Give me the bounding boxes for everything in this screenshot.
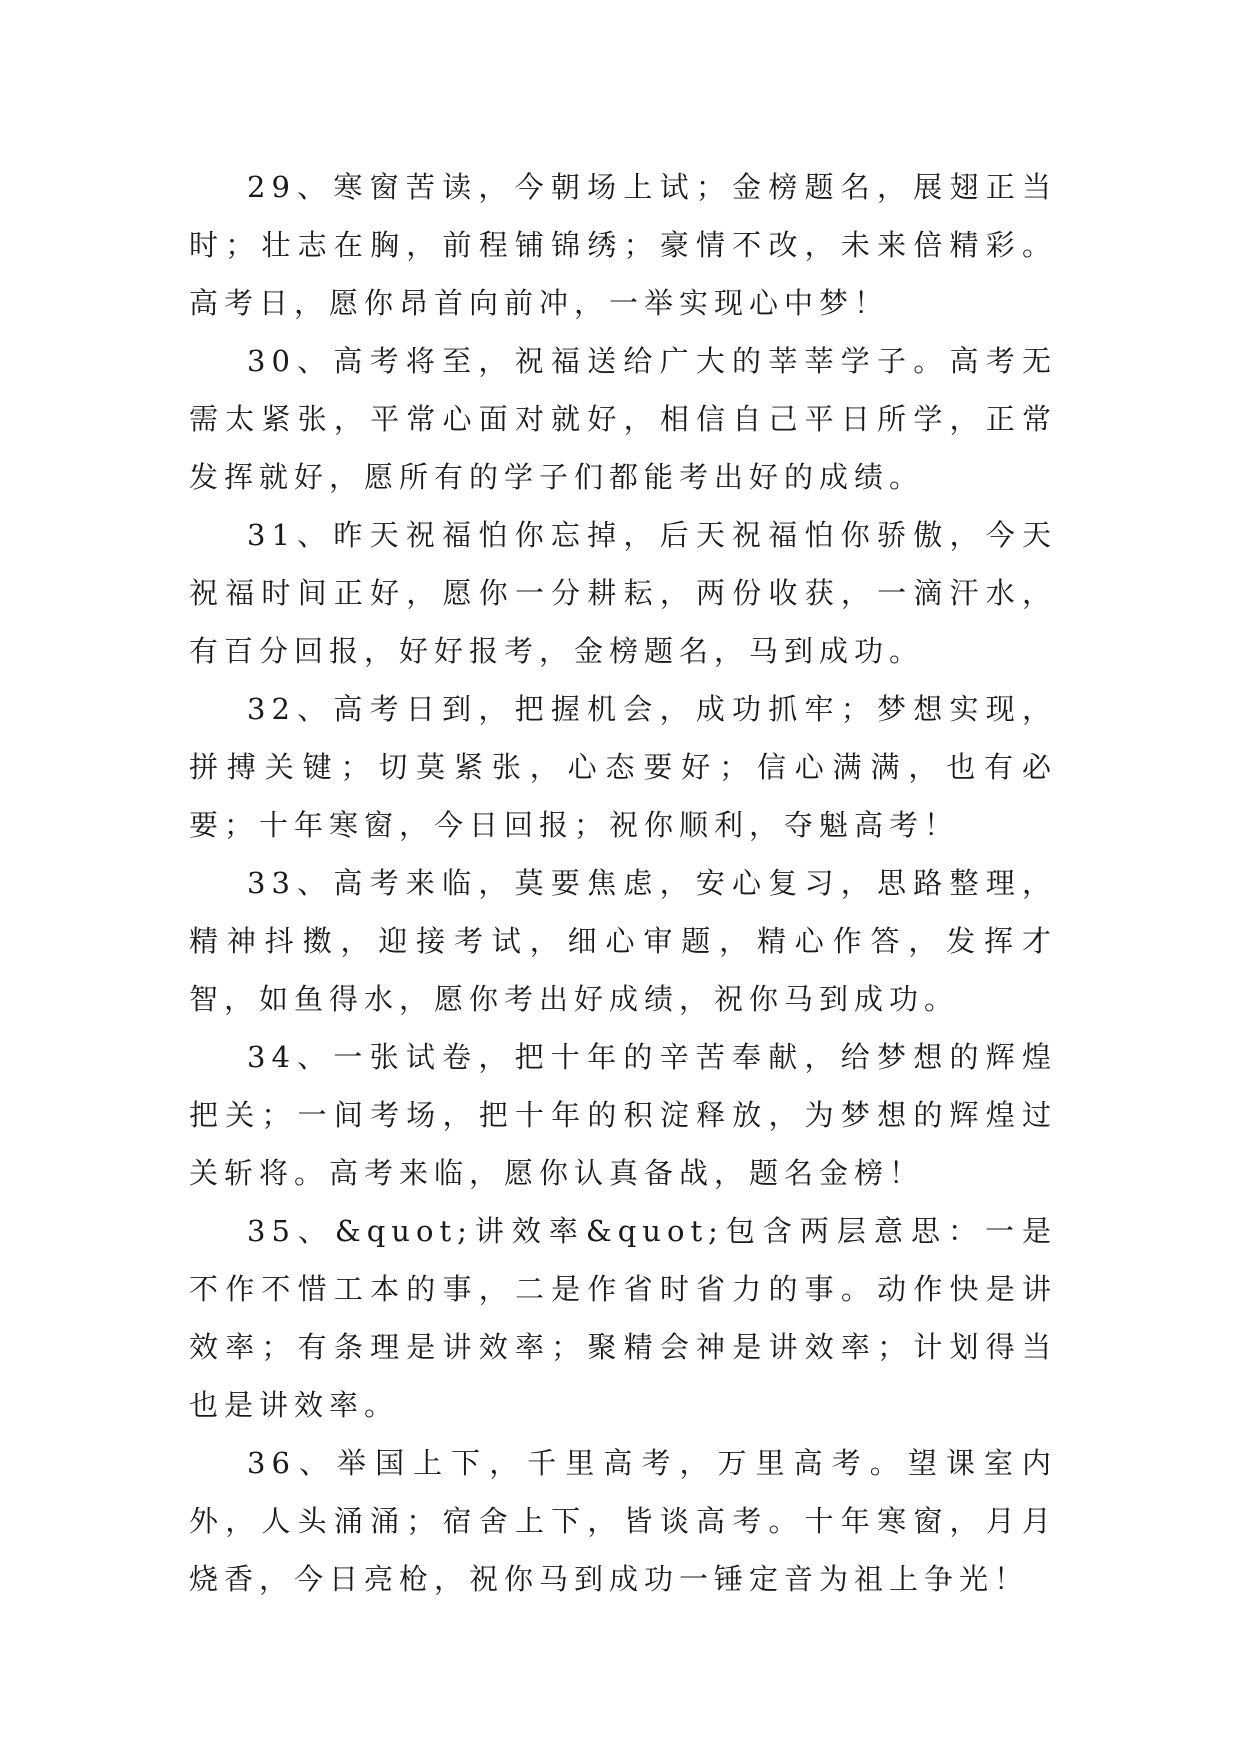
paragraph-33: 33、高考来临，莫要焦虑，安心复习，思路整理，精神抖擞，迎接考试，细心审题，精心作答，发挥才智，如鱼得水，愿你考出好成绩，祝你马到成功。 [189,866,1057,1016]
paragraph-31: 31、昨天祝福怕你忘掉，后天祝福怕你骄傲，今天祝福时间正好，愿你一分耕耘，两份收获，一滴汗水，有百分回报，好好报考，金榜题名，马到成功。 [189,518,1057,668]
paragraph-30: 30、高考将至，祝福送给广大的莘莘学子。高考无需太紧张，平常心面对就好，相信自己平日所学，正常发挥就好，愿所有的学子们都能考出好的成绩。 [189,344,1057,494]
paragraph-34: 34、一张试卷，把十年的辛苦奉献，给梦想的辉煌把关；一间考场，把十年的积淀释放，为梦想的辉煌过关斩将。高考来临，愿你认真备战，题名金榜！ [189,1040,1057,1190]
paragraph-36: 36、举国上下，千里高考，万里高考。望课室内外，人头涌涌；宿舍上下，皆谈高考。十年寒窗，月月烧香，今日亮枪，祝你马到成功一锤定音为祖上争光！ [189,1446,1057,1596]
document-body [189,158,1057,1608]
paragraph-32: 32、高考日到，把握机会，成功抓牢；梦想实现，拼搏关键；切莫紧张，心态要好；信心满满，也有必要；十年寒窗，今日回报；祝你顺利，夺魁高考！ [189,692,1057,842]
paragraph-35: 35、&quot;讲效率&quot;包含两层意思：一是不作不惜工本的事，二是作省时省力的事。动作快是讲效率；有条理是讲效率；聚精会神是讲效率；计划得当也是讲效率。 [189,1214,1057,1422]
paragraph-29: 29、寒窗苦读，今朝场上试；金榜题名，展翅正当时；壮志在胸，前程铺锦绣；豪情不改，未来倍精彩。高考日，愿你昂首向前冲，一举实现心中梦！ [189,170,1057,320]
